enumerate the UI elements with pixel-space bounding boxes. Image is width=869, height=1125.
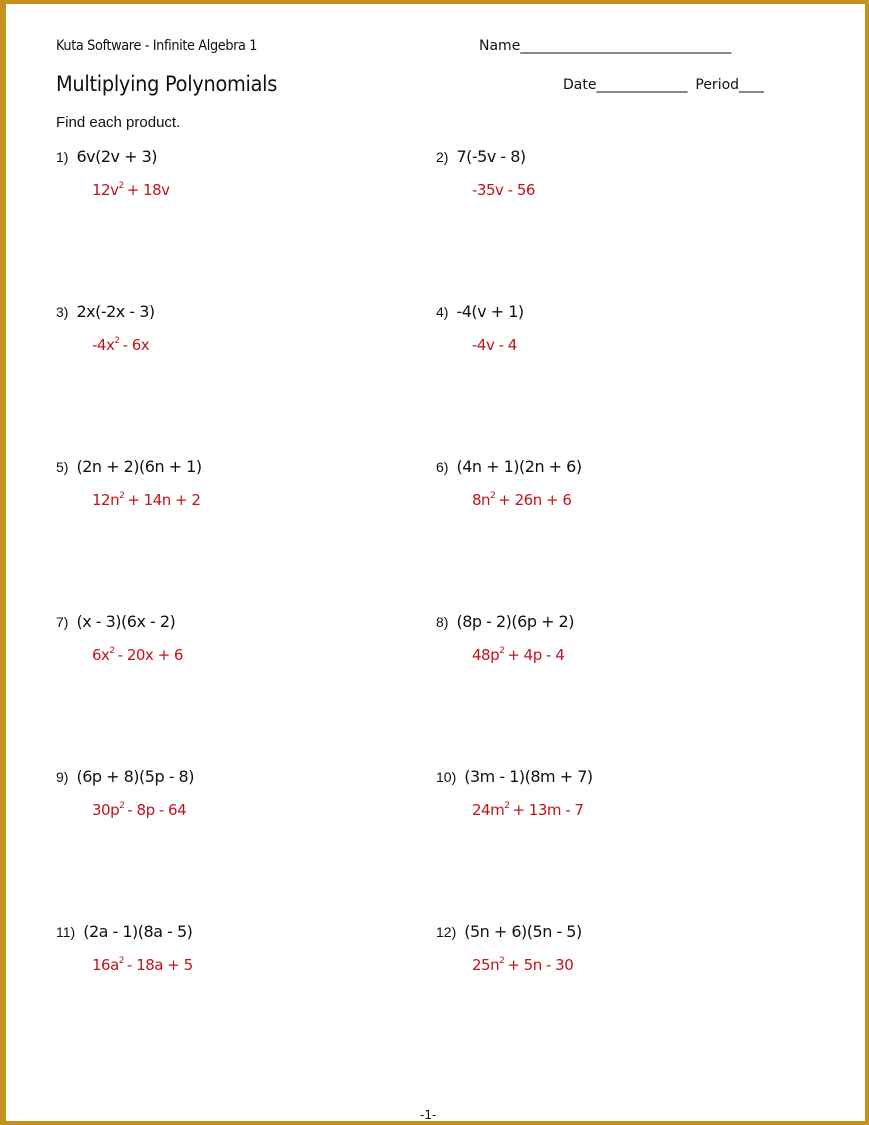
problem-number: 4) — [436, 304, 449, 320]
problem-2 — [436, 147, 796, 199]
problem-5 — [56, 457, 416, 509]
problem-12 — [436, 922, 796, 974]
date-label: Date — [563, 77, 597, 93]
problem-number: 12) — [436, 924, 457, 940]
problem-expression: (4n + 1)(2n + 6) — [456, 457, 582, 476]
problem-expression: (2n + 2)(6n + 1) — [76, 457, 202, 476]
answer: $48p^2 + 4p - 4$ — [472, 646, 565, 664]
instructions: Find each product. — [56, 114, 181, 131]
problem-number: 9) — [56, 769, 69, 785]
answer: $8n^2 + 26n + 6$ — [472, 491, 572, 509]
problem-7 — [56, 612, 416, 664]
problem-4 — [436, 302, 796, 354]
answer: $6x^2 - 20x + 6$ — [92, 646, 183, 664]
problem-8 — [436, 612, 796, 664]
problem-number: 2) — [436, 149, 449, 165]
problem-number: 1) — [56, 149, 69, 165]
problem-expression: (8p - 2)(6p + 2) — [456, 612, 574, 631]
problem-number: 6) — [436, 459, 449, 475]
problem-number: 7) — [56, 614, 69, 630]
problem-11 — [56, 922, 416, 974]
problem-number: 10) — [436, 769, 457, 785]
problem-expression: 6v(2v + 3) — [76, 147, 157, 166]
publisher-label: Kuta Software - Infinite Algebra 1 — [56, 38, 258, 54]
period-blank: ____ — [739, 77, 764, 93]
name-field — [479, 38, 730, 54]
problem-expression: 2x(-2x - 3) — [76, 302, 155, 321]
page-title: Multiplying Polynomials — [56, 72, 278, 96]
name-blank: ___________________________________ — [520, 38, 731, 54]
worksheet-page — [6, 4, 865, 1121]
problem-number: 5) — [56, 459, 69, 475]
answer: $30p^2 - 8p - 64$ — [92, 801, 187, 819]
problem-expression: (3m - 1)(8m + 7) — [464, 767, 593, 786]
problem-expression: -4(v + 1) — [456, 302, 524, 321]
problem-number: 8) — [436, 614, 449, 630]
answer: -35v - 56 — [472, 181, 535, 199]
date-blank: _______________ — [596, 77, 687, 93]
problem-expression: (2a - 1)(8a - 5) — [83, 922, 193, 941]
problem-number: 3) — [56, 304, 69, 320]
problem-9 — [56, 767, 416, 819]
name-label: Name — [479, 38, 521, 54]
page-number: -1- — [420, 1108, 437, 1122]
answer: $24m^2 + 13m - 7$ — [472, 801, 584, 819]
problem-expression: (5n + 6)(5n - 5) — [464, 922, 582, 941]
answer: -4v - 4 — [472, 336, 517, 354]
problem-expression: (x - 3)(6x - 2) — [76, 612, 176, 631]
answer: $16a^2 - 18a + 5$ — [92, 956, 193, 974]
problem-3 — [56, 302, 416, 354]
answer: $12n^2 + 14n + 2$ — [92, 491, 201, 509]
problem-expression: (6p + 8)(5p - 8) — [76, 767, 194, 786]
problem-expression: 7(-5v - 8) — [456, 147, 526, 166]
answer: $-4x^2 - 6x$ — [92, 336, 150, 354]
problem-10 — [436, 767, 796, 819]
date-period-field — [563, 77, 763, 93]
problem-number: 11) — [56, 924, 76, 940]
problem-1 — [56, 147, 416, 199]
answer: $12v^2 + 18v$ — [92, 181, 170, 199]
period-label: Period — [695, 77, 740, 93]
answer: $25n^2 + 5n - 30$ — [472, 956, 574, 974]
problem-6 — [436, 457, 796, 509]
